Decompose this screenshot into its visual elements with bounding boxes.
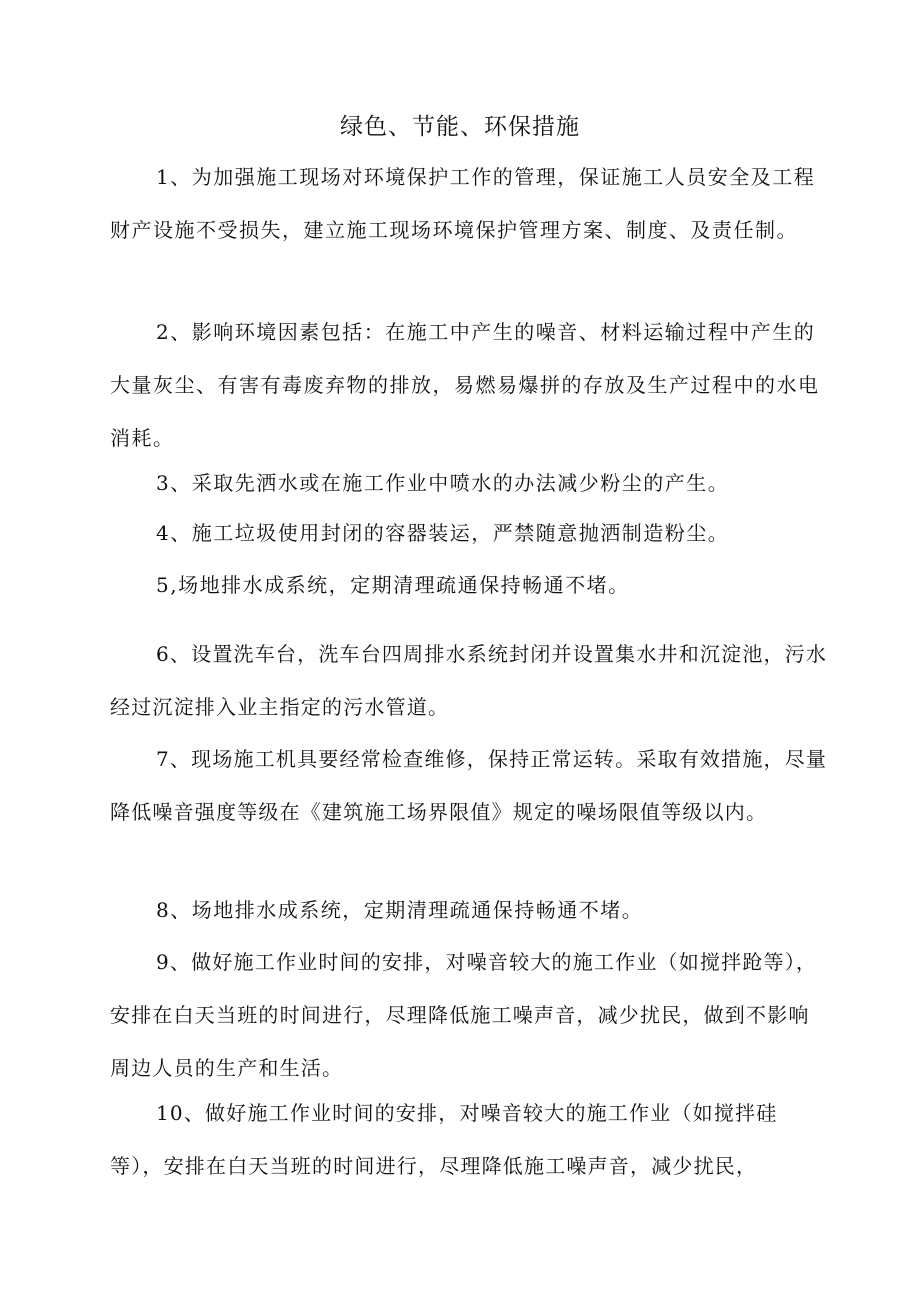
paragraph-8: 8、场地排水成系统，定期清理疏通保持畅通不堵。 (156, 898, 644, 922)
paragraph-9: 9、做好施工作业时间的安排，对噪音较大的施工作业（如搅拌跄等），安排在白天当班的时间进行，尽理降低施工噪声音，减少扰民，做到不影响周边人员的生产和生活。 (110, 950, 818, 1080)
paragraph-10: 10、做好施工作业时间的安排，对噪音较大的施工作业（如搅拌硅等），安排在白天当班的时间进行，尽理降低施工噪声音，减少扰民， (110, 1101, 778, 1178)
paragraph-1: 1、为加强施工现场对环境保护工作的管理，保证施工人员安全及工程财产设施不受损失，建立施工现场环境保护管理方案、制度、及责任制。 (110, 165, 816, 242)
paragraph-5: 5,场地排水成系统，定期清理疏通保持畅通不堵。 (156, 573, 630, 597)
paragraph-6: 6、设置洗车台，洗车台四周排水系统封闭并设置集水井和沉淀池，污水经过沉淀排入业主指定的污水管道。 (110, 642, 828, 719)
paragraph-7: 7、现场施工机具要经常检查维修，保持正常运转。采取有效措施，尽量降低噪音强度等级在《建筑施工场界限值》规定的噪场限值等级以内。 (110, 747, 828, 824)
paragraph-3: 3、采取先洒水或在施工作业中喷水的办法减少粉尘的产生。 (156, 471, 730, 495)
paragraph-2: 2、影响环境因素包括：在施工中产生的噪音、材料运输过程中产生的大量灰尘、有害有毒废弃物的排放，易燃易爆拼的存放及生产过程中的水电消耗。 (110, 320, 820, 450)
document-title: 绿色、节能、环保措施 (340, 114, 580, 140)
paragraph-4: 4、施工垃圾使用封闭的容器装运，严禁随意抛洒制造粉尘。 (156, 521, 730, 545)
